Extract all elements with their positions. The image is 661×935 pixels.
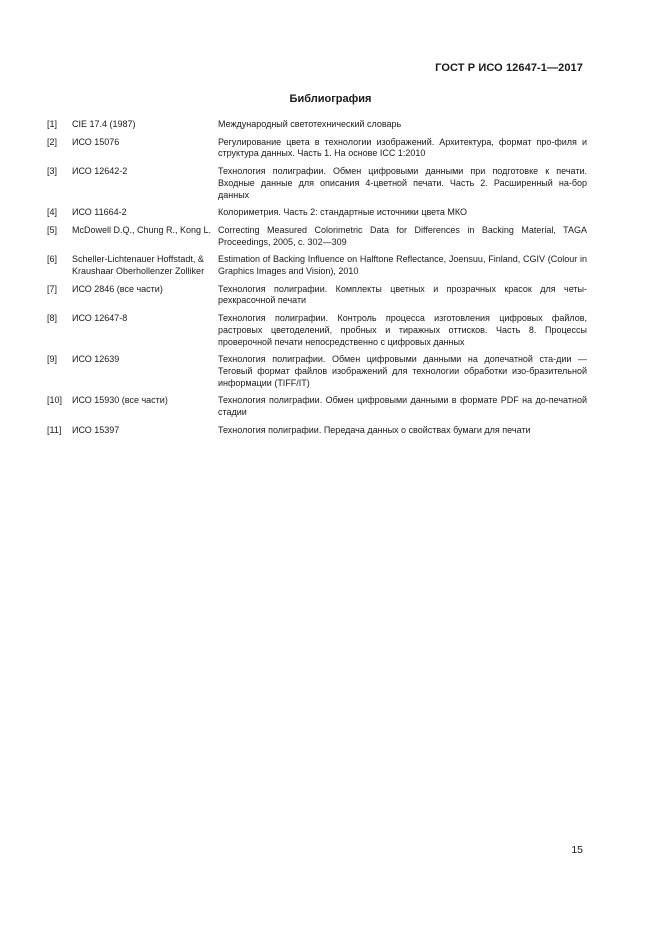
entry-description: Технология полиграфии. Комплекты цветных и прозрачных красок для четы-рехкрасочной печати	[218, 283, 587, 306]
entry-description: Технология полиграфии. Обмен цифровыми данными на допечатной ста-дии — Теговый формат файлов изображений для технологии обработки изо-бразительной информации (TIFF/IT)	[218, 354, 587, 388]
document-code-header: ГОСТ Р ИСО 12647-1—2017	[435, 62, 583, 74]
entry-reference: Scheller-Lichtenauer Hoffstadt, & Kraushaar Oberhollenzer Zolliker	[72, 254, 205, 277]
entry-number: [10]	[47, 395, 63, 406]
entry-reference: ИСО 15397	[72, 424, 120, 435]
bibliography-entry	[47, 395, 587, 418]
entry-reference: ИСО 12647-8	[72, 313, 128, 324]
entry-number: [5]	[47, 224, 58, 235]
entry-description: Международный светотехнический словарь	[218, 119, 402, 129]
entry-reference: CIE 17.4 (1987)	[72, 119, 136, 129]
entry-number: [4]	[47, 207, 58, 218]
entry-description: Колориметрия. Часть 2: стандартные источники цвета МКО	[218, 207, 468, 218]
entry-number: [9]	[47, 354, 58, 365]
entry-description: Технология полиграфии. Контроль процесса изготовления цифровых файлов, растровых цветоделений, пробных и тиражных оттисков. Часть 8. Процессы проверочной печати непосредственно с цифровых данных	[218, 313, 587, 347]
entry-description: Технология полиграфии. Обмен цифровыми данными при подготовке к печати. Входные данные для описания 4-цветной печати. Часть 2. Расширенный на-бор данных	[218, 166, 587, 200]
entry-number: [6]	[47, 254, 58, 265]
entry-number: [3]	[47, 166, 58, 177]
entry-reference: ИСО 12642-2	[72, 166, 128, 177]
bibliography-entry	[47, 354, 587, 389]
entry-reference: ИСО 12639	[72, 354, 120, 365]
entry-reference: ИСО 15930 (все части)	[72, 395, 168, 406]
entry-description: Технология полиграфии. Передача данных о свойствах бумаги для печати	[218, 424, 531, 435]
bibliography-entry	[47, 207, 587, 219]
bibliography-entry	[47, 313, 587, 348]
entry-number: [8]	[47, 313, 58, 324]
entry-description: Estimation of Backing Influence on Halftone Reflectance, Joensuu, Finland, CGIV (Colour in Graphics Images and Vision), 2010	[218, 254, 587, 277]
bibliography-list	[47, 119, 587, 442]
entry-number: [2]	[47, 136, 58, 147]
entry-reference: ИСО 11664-2	[72, 207, 127, 218]
entry-number: [1]	[47, 119, 58, 129]
entry-reference: ИСО 2846 (все части)	[72, 283, 163, 294]
bibliography-entry	[47, 425, 587, 437]
bibliography-entry	[47, 166, 587, 201]
entry-number: [11]	[47, 424, 62, 435]
bibliography-entry	[47, 225, 587, 248]
bibliography-entry	[47, 254, 587, 277]
bibliography-entry	[47, 137, 587, 160]
entry-description: Регулирование цвета в технологии изображений. Архитектура, формат про-филя и структура данных. Часть 1. На основе ICC 1:2010	[218, 136, 587, 159]
entry-reference: ИСО 15076	[72, 136, 120, 147]
section-title: Библиография	[289, 93, 372, 105]
entry-reference: McDowell D.Q., Chung R., Kong L.	[72, 224, 212, 235]
page-number: 15	[571, 844, 583, 856]
bibliography-entry	[47, 284, 587, 307]
entry-description: Correcting Measured Colorimetric Data for Differences in Backing Material, TAGA Proceedings, 2005, с. 302—309	[218, 224, 587, 247]
entry-description: Технология полиграфии. Обмен цифровыми данными в формате PDF на до-печатной стадии	[218, 395, 587, 418]
entry-number: [7]	[47, 283, 58, 294]
bibliography-entry	[47, 119, 587, 131]
